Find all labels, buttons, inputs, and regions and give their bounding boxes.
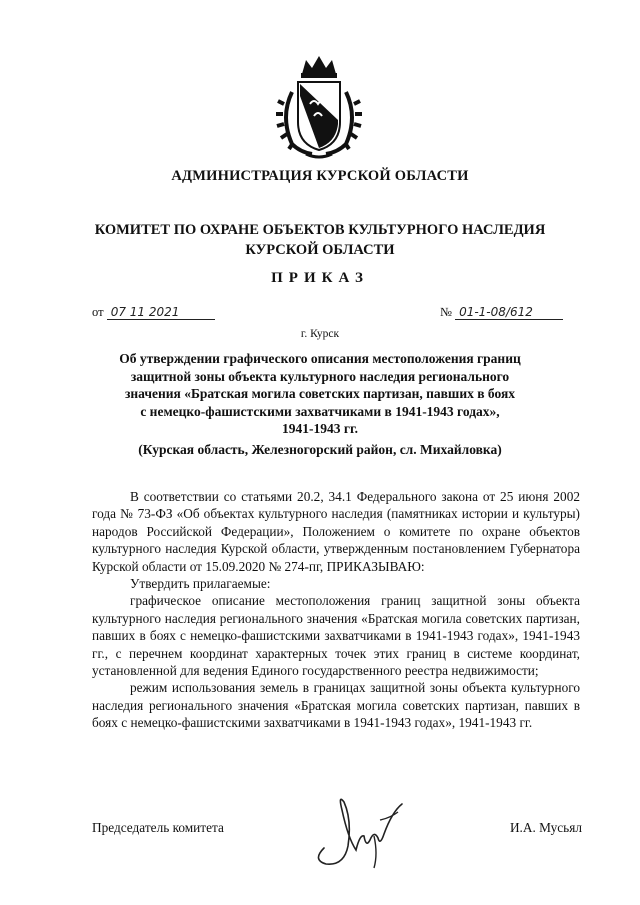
committee-line-1: КОМИТЕТ ПО ОХРАНЕ ОБЪЕКТОВ КУЛЬТУРНОГО НАСЛЕДИЯ <box>94 222 546 238</box>
body-paragraph-1: В соответствии со статьями 20.2, 34.1 Федерального закона от 25 июня 2002 года № 73-ФЗ «Об объектах культурного наследия (памятниках истории и культуры) народов Российской Федерации», Положением о комитете по охране объектов культурного наследия Курской области, утвержденным постановлением Губернатора Курской области от 15.09.2020 № 274-пг, ПРИКАЗЫВАЮ: <box>92 489 580 574</box>
title-location: (Курская область, Железногорский район, сл. Михайловка) <box>138 441 502 457</box>
number-value: 01-1-08/612 <box>455 306 563 320</box>
title-line-2: защитной зоны объекта культурного наследия регионального <box>130 368 510 384</box>
coat-of-arms-icon <box>270 52 368 162</box>
date-value: 07 11 2021 <box>107 306 215 320</box>
number-prefix: № <box>440 305 452 319</box>
body-paragraph-3: графическое описание местоположения границ защитной зоны объекта культурного наследия регионального значения «Братская могила советских партизан, павших в боях с немецко-фашистскими захватчиками в 1941-1943 годах», 1941-1943 гг., с перечнем координат характерных точек этих границ в системе координат, установленной для ведения Единого государственного реестра недвижимости; <box>92 593 580 679</box>
title-line-1: Об утверждении графического описания местоположения границ <box>119 351 521 366</box>
handwritten-signature-icon <box>304 790 414 870</box>
signatory-name: И.А. Мусьял <box>509 820 582 835</box>
body-paragraph-2: Утвердить прилагаемые: <box>130 576 271 592</box>
order-title <box>90 350 550 458</box>
committee-line-2: КУРСКОЙ ОБЛАСТИ <box>245 242 395 258</box>
organization-title: АДМИНИСТРАЦИЯ КУРСКОЙ ОБЛАСТИ <box>171 168 469 184</box>
document-type: ПРИКАЗ <box>271 270 369 286</box>
date-prefix: от <box>92 305 104 319</box>
signatory-title: Председатель комитета <box>92 820 224 835</box>
committee-title <box>0 220 640 260</box>
title-line-5: 1941-1943 гг. <box>282 421 358 436</box>
title-line-4: с немецко-фашистскими захватчиками в 1941-1943 годах», <box>140 403 500 419</box>
order-body <box>92 488 580 732</box>
date-field <box>92 305 215 320</box>
body-paragraph-4: режим использования земель в границах защитной зоны объекта культурного наследия регионального значения «Братская могила советских партизан, павших в боях с немецко-фашистскими захватчиками в 1941-1943 годах», 1941-1943 гг. <box>92 680 580 731</box>
city-label: г. Курск <box>300 328 340 340</box>
title-line-3: значения «Братская могила советских партизан, павших в боях <box>124 386 516 401</box>
number-field <box>440 305 563 320</box>
